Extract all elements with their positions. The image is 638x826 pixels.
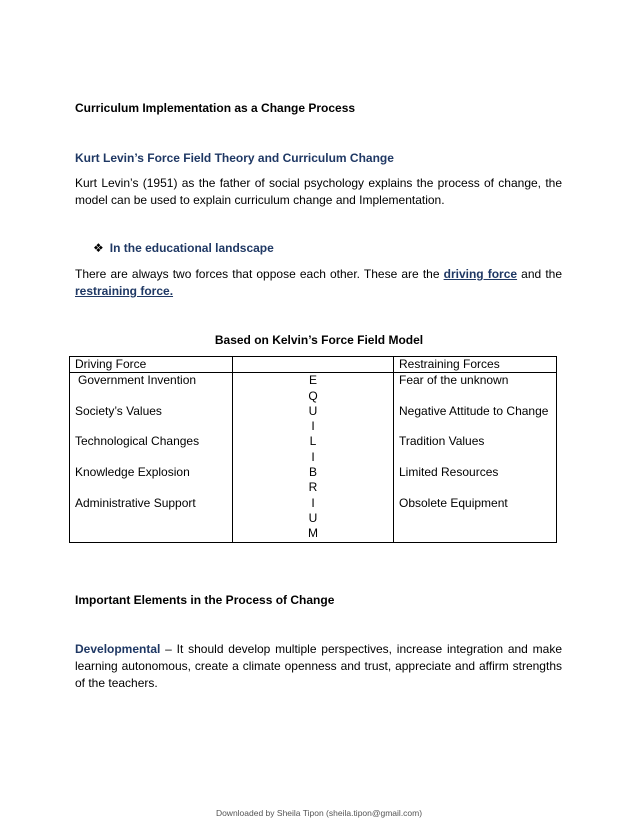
restraining-force-link[interactable]: restraining force. [75, 284, 174, 298]
equilibrium-letter: B [308, 465, 317, 480]
list-item: Obsolete Equipment [399, 495, 508, 510]
list-item: Government Invention [78, 373, 197, 388]
table-caption: Based on Kelvin’s Force Field Model [214, 333, 424, 347]
equilibrium-letter: L [309, 434, 317, 449]
paragraph-levin: Kurt Levin’s (1951) as the father of social psychology explains the process of change, the model can be used to explain curriculum change and Implementation. [75, 176, 562, 207]
list-item: Fear of the unknown [399, 373, 509, 388]
bullet-heading [93, 241, 274, 255]
equilibrium-letter: M [308, 526, 318, 541]
equilibrium-letter: Q [308, 388, 318, 403]
equilibrium-letter: U [308, 403, 318, 418]
bullet-heading-text: In the educational landscape [109, 241, 274, 255]
list-item: Administrative Support [75, 495, 196, 510]
equilibrium-letter: I [311, 495, 315, 510]
developmental-label: Developmental [75, 642, 161, 656]
list-item: Limited Resources [399, 465, 499, 480]
page-title: Curriculum Implementation as a Change Process [75, 101, 356, 115]
force-field-table [69, 356, 557, 543]
paragraph-developmental [75, 641, 562, 692]
list-item: Tradition Values [399, 434, 485, 449]
restraining-forces-cell [394, 373, 557, 542]
header-restraining-forces: Restraining Forces [394, 357, 557, 373]
developmental-text: – It should develop multiple perspectives, increase integration and make learning autonomous, create a climate openness and trust, appreciate and affirm strengths of the teachers. [75, 642, 562, 690]
section-heading-elements: Important Elements in the Process of Change [75, 593, 335, 607]
list-item: Negative Attitude to Change [399, 403, 549, 418]
equilibrium-letter: R [308, 480, 318, 495]
table-body-row [70, 373, 557, 542]
list-item: Knowledge Explosion [75, 465, 190, 480]
driving-forces-cell [70, 373, 233, 542]
download-footer: Downloaded by Sheila Tipon (sheila.tipon@gmail.com) [215, 808, 423, 818]
paragraph-forces-text: There are always two forces that oppose each other. These are the [75, 267, 444, 281]
driving-force-link[interactable]: driving force [443, 267, 518, 281]
equilibrium-letter: I [311, 449, 315, 464]
bullet-diamond-icon: ❖ [93, 241, 104, 255]
equilibrium-cell [233, 373, 394, 542]
section-heading-force-field: Kurt Levin’s Force Field Theory and Curriculum Change [75, 151, 394, 165]
list-item: Technological Changes [75, 434, 200, 449]
paragraph-forces-middle: and the [517, 267, 562, 281]
paragraph-forces [75, 266, 562, 300]
equilibrium-letter: I [311, 419, 315, 434]
table-header-row [70, 357, 557, 373]
header-driving-force: Driving Force [70, 357, 233, 373]
header-middle [233, 357, 394, 373]
equilibrium-letter: E [308, 373, 317, 388]
list-item: Society’s Values [75, 403, 162, 418]
equilibrium-letter: U [308, 510, 318, 525]
